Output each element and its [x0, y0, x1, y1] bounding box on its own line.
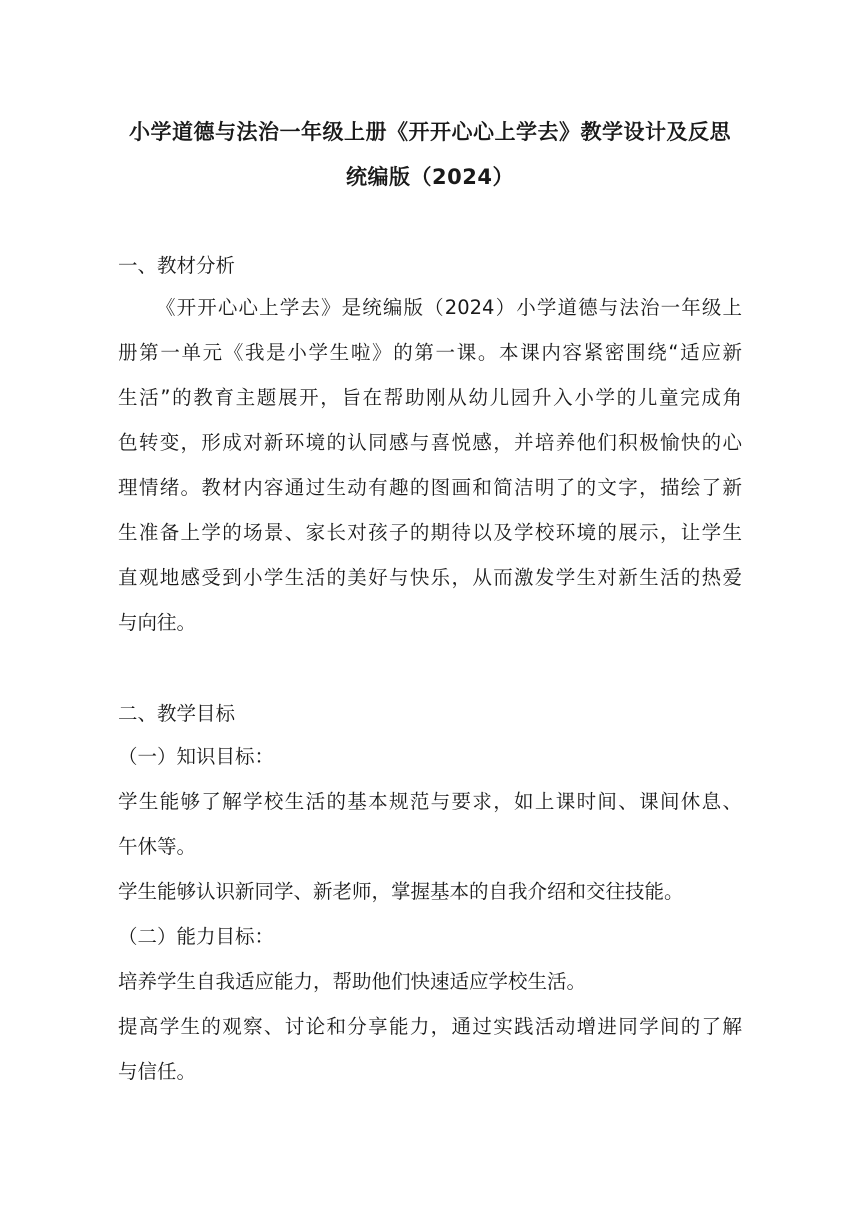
objective-line: 午休等。 [118, 835, 197, 858]
paragraph-line: 与向往。 [118, 611, 197, 634]
paragraph-line: 生准备上学的场景、家长对孩子的期待以及学校环境的展示，让学生 [118, 521, 742, 544]
paragraph-line: 直观地感受到小学生活的美好与快乐，从而激发学生对新生活的热爱 [118, 566, 742, 589]
objective-line: 与信任。 [118, 1060, 197, 1083]
document-title-line1: 小学道德与法治一年级上册《开开心心上学去》教学设计及反思 [129, 120, 731, 144]
paragraph-line: 《开开心心上学去》是统编版（2024）小学道德与法治一年级上 [156, 296, 742, 319]
paragraph-line: 色转变，形成对新环境的认同感与喜悦感，并培养他们积极愉快的心 [118, 431, 742, 454]
subheading-knowledge: （一）知识目标： [118, 745, 275, 768]
objective-line: 学生能够认识新同学、新老师，掌握基本的自我介绍和交往技能。 [118, 880, 684, 903]
objective-line: 学生能够了解学校生活的基本规范与要求，如上课时间、课间休息、 [118, 790, 742, 813]
paragraph-line: 册第一单元《我是小学生啦》的第一课。本课内容紧密围绕“适应新 [118, 341, 742, 364]
section-heading-objectives: 二、教学目标 [118, 702, 236, 725]
section-heading-analysis: 一、教材分析 [118, 254, 236, 277]
document-title-line2: 统编版（2024） [346, 165, 514, 189]
paragraph-line: 生活”的教育主题展开，旨在帮助刚从幼儿园升入小学的儿童完成角 [118, 386, 742, 409]
objective-line: 培养学生自我适应能力，帮助他们快速适应学校生活。 [118, 970, 587, 993]
objective-line: 提高学生的观察、讨论和分享能力，通过实践活动增进同学间的了解 [118, 1015, 742, 1038]
paragraph-line: 理情绪。教材内容通过生动有趣的图画和简洁明了的文字，描绘了新 [118, 476, 742, 499]
subheading-ability: （二）能力目标： [118, 925, 275, 948]
